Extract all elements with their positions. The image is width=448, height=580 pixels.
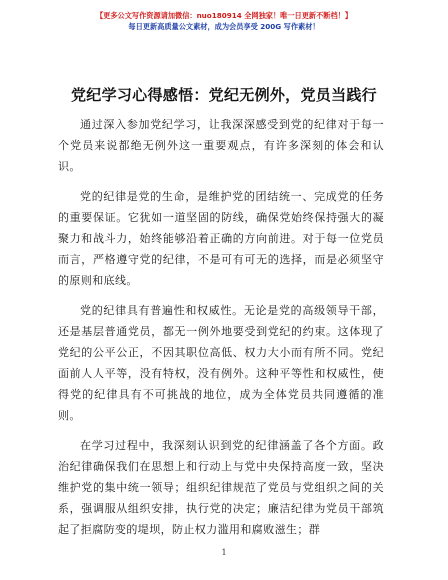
paragraph-universality: 党的纪律具有普遍性和权威性。无论是党的高级领导干部，还是基层普通党员，都无一例外地要受到党纪的约束。这体现了党纪的公平公正，不因其职位高低、权力大小而有所不同。党纪面前人人平等，没有特权，没有例外。这种平等性和权威性，使得党的纪律具有不可挑战的地位，成为全体党员共同遵循的准则。 (58, 304, 384, 422)
paragraph-discipline-life: 党的纪律是党的生命，是维护党的团结统一、完成党的任务的重要保证。它犹如一道坚固的防线，确保党始终保持强大的凝聚力和战斗力，始终能够沿着正确的方向前进。对于每一位党员而言，严格遵守党的纪律，不是可有可无的选择，而是必须坚守的原则和底线。 (58, 190, 384, 287)
promo-line-blue: 每日更新高质量公文素材，成为会员享受 200G 写作素材！ (128, 22, 320, 31)
document-body (58, 114, 384, 549)
document-title: 党纪学习心得感悟：党纪无例外，党员当践行 (70, 86, 377, 104)
page-number: 1 (221, 548, 227, 557)
promo-banner (0, 10, 448, 32)
paragraph-intro: 通过深入参加党纪学习，让我深深感受到党的纪律对于每一个党员来说都绝无例外这一重要观点，有许多深刻的体会和认识。 (58, 118, 384, 173)
promo-line-red: 【更多公文写作资源请加微信：nuo180914 全网独家！唯一日更新不断档！】 (95, 11, 353, 20)
paragraph-scope: 在学习过程中，我深刻认识到党的纪律涵盖了各个方面。政治纪律确保我们在思想上和行动上与党中央保持高度一致，坚决维护党的集中统一领导；组织纪律规范了党员与党组织之间的关系，强调服从组织安排，执行党的决定；廉洁纪律为党员干部筑起了拒腐防变的堤坝，防止权力滥用和腐败滋生；群 (58, 439, 384, 536)
